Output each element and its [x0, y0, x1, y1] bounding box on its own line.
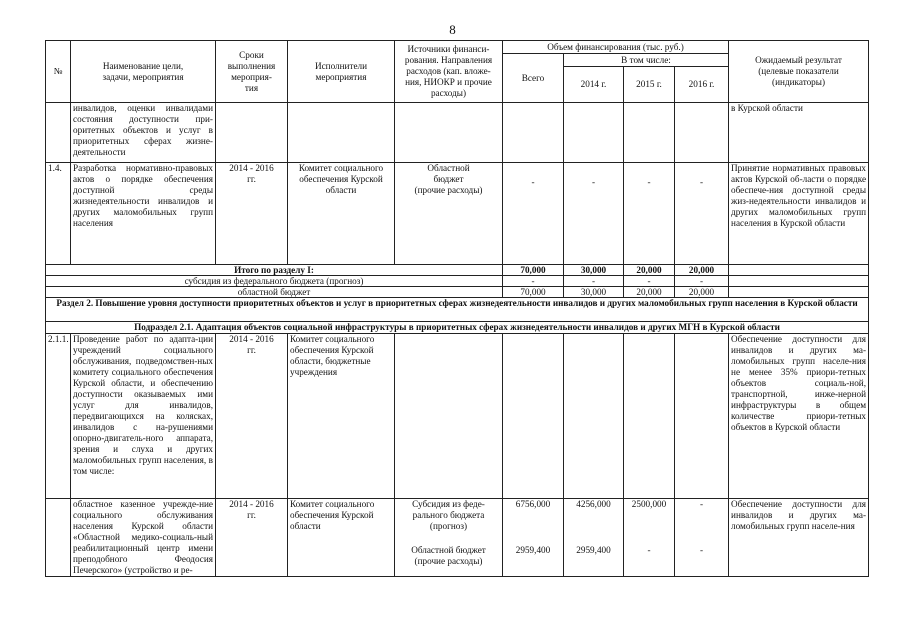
- header-executors: Исполнители мероприятия: [288, 41, 395, 103]
- row-2016-federal: -: [699, 499, 704, 509]
- row-num: 1.4.: [46, 163, 71, 265]
- subtotal-label: субсидия из федерального бюджета (прогноз): [46, 276, 503, 287]
- header-terms: Сроки выполнения мероприя- тия: [216, 41, 288, 103]
- subtotal-row: [46, 276, 869, 287]
- table-row: [46, 334, 869, 499]
- header-name: Наименование цели, задачи, мероприятия: [71, 41, 216, 103]
- header-sources: Источники финанси- рования. Направления расходов (кап. вложе- ния, НИОКР и прочие расходы): [395, 41, 503, 103]
- row-num: 2.1.1.: [46, 334, 71, 499]
- row-2014: -: [564, 163, 624, 265]
- row-2014-regional: 2959,400: [576, 545, 611, 555]
- row-source-federal: Субсидия из феде- рального бюджета (прогноз): [412, 499, 485, 531]
- table-row: [46, 163, 869, 265]
- financing-table: [45, 40, 869, 577]
- row-name: Проведение работ по адапта-ции учреждений социального обслуживания, подведомствен-ных комитету социального обеспечения Курской области, и обеспечению доступности оказываемых ими услуг для инвалидов, передвигающихся на колясках, инвалидов с на-рушениями опорно-двигатель-ного аппарата, зрения и слуха и других маломобильных групп населения, в том числе:: [71, 334, 216, 499]
- subtotal-2016: 20,000: [675, 265, 729, 276]
- subtotal-2015: 20,000: [624, 287, 675, 298]
- header-volume: Объем финансирования (тыс. руб.): [503, 41, 729, 54]
- row-2016: -: [675, 163, 729, 265]
- section-heading: Раздел 2. Повышение уровня доступности приоритетных объектов и услуг в приоритетных сферах жизнедеятельности инвалидов и других маломобильных групп населения в Курской области: [46, 298, 869, 322]
- header-including: В том числе:: [564, 54, 729, 67]
- row-2015: -: [624, 163, 675, 265]
- row-cont-result: в Курской области: [729, 103, 869, 163]
- row-executors: Комитет социального обеспечения Курской области, бюджетные учреждения: [288, 334, 395, 499]
- row-2015-regional: -: [647, 545, 651, 555]
- subsection-heading: Подраздел 2.1. Адаптация объектов социальной инфраструктуры в приоритетных сферах жизнедеятельности инвалидов и других МГН в Курской области: [46, 322, 869, 334]
- row-cont-name: инвалидов, оценки инвалидами состояния доступности при-оритетных объектов и услуг в приоритетных сферах жизне-деятельности: [71, 103, 216, 163]
- subtotal-total: -: [503, 276, 564, 287]
- row-executors: Комитет социального обеспечения Курской области: [288, 163, 395, 265]
- subtotal-total: 70,000: [503, 265, 564, 276]
- header-result: Ожидаемый результат (целевые показатели (индикаторы): [729, 41, 869, 103]
- subtotal-label: Итого по разделу I:: [46, 265, 503, 276]
- subtotal-2016: -: [675, 276, 729, 287]
- subtotal-row: [46, 287, 869, 298]
- subtotal-total: 70,000: [503, 287, 564, 298]
- row-terms: 2014 - 2016 гг.: [216, 499, 288, 577]
- row-total-federal: 6756,000: [515, 499, 551, 509]
- table-row: [46, 499, 869, 577]
- header-num: №: [46, 41, 71, 103]
- header-total: Всего: [503, 54, 564, 103]
- row-2016-regional: -: [699, 545, 704, 555]
- table-row: [46, 103, 869, 163]
- header-2014: 2014 г.: [564, 67, 624, 103]
- page-number: 8: [449, 22, 456, 37]
- subtotal-2016: 20,000: [675, 287, 729, 298]
- row-result: Принятие нормативных правовых актов Курской об-ласти о порядке обеспече-ния доступной среды жиз-недеятельности инвалидов и других маломобильных групп населения в Курской области: [729, 163, 869, 265]
- subtotal-2015: 20,000: [624, 265, 675, 276]
- row-2015-federal: 2500,000: [631, 499, 667, 509]
- row-executors: Комитет социального обеспечения Курской области: [288, 499, 395, 577]
- row-terms: 2014 - 2016 гг.: [216, 163, 288, 265]
- subtotal-2014: 30,000: [564, 265, 624, 276]
- subtotal-2015: -: [624, 276, 675, 287]
- row-name: областное казенное учрежде-ние социального обслуживания населения Курской области «Областной медико-социаль-ный реабилитационный центр имени преподобного Феодосия Печерского» (устройство и ре-: [71, 499, 216, 577]
- row-total-regional: 2959,400: [515, 545, 551, 555]
- row-name: Разработка нормативно-правовых актов о порядке обеспечения доступной среды жизнедеятельности инвалидов и других маломобильных групп населения: [71, 163, 216, 265]
- subtotal-row: [46, 265, 869, 276]
- row-terms: 2014 - 2016 гг.: [216, 334, 288, 499]
- header-2016: 2016 г.: [675, 67, 729, 103]
- row-2014-federal: 4256,000: [576, 499, 611, 509]
- row-total: -: [503, 163, 564, 265]
- header-2015: 2015 г.: [624, 67, 675, 103]
- subtotal-label: областной бюджет: [46, 287, 503, 298]
- row-sources: Областной бюджет (прочие расходы): [395, 163, 503, 265]
- row-result: Обеспечение доступности для инвалидов и других ма-ломобильных групп населе-ния: [729, 499, 869, 577]
- subtotal-2014: -: [564, 276, 624, 287]
- subtotal-2014: 30,000: [564, 287, 624, 298]
- row-result: Обеспечение доступности для инвалидов и других ма-ломобильных групп населе-ния не менее 35% приори-тетных объектов социаль-ной, транспортной, инже-нерной инфраструктуры в общем количестве приори-тетных объектов в Курской области: [729, 334, 869, 499]
- row-source-regional: Областной бюджет (прочие расходы): [411, 545, 486, 566]
